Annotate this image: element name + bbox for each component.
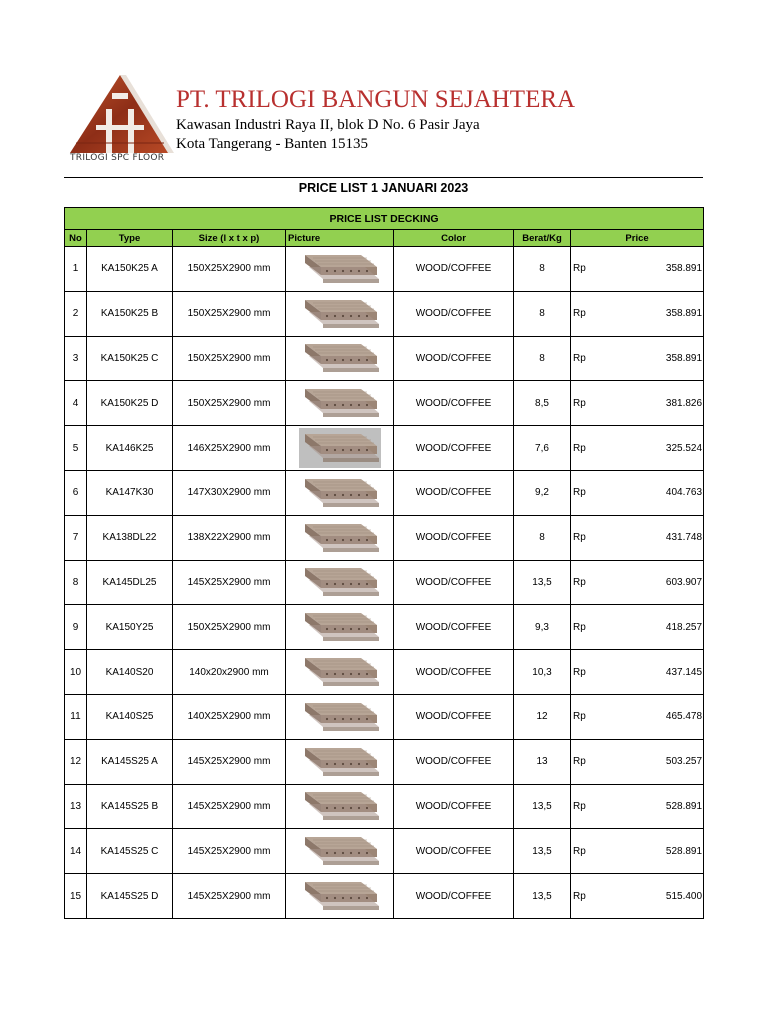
row-picture — [286, 470, 394, 515]
row-color: WOOD/COFFEE — [394, 470, 514, 515]
row-color: WOOD/COFFEE — [394, 784, 514, 829]
row-berat: 13,5 — [514, 829, 571, 874]
table-row — [65, 829, 704, 874]
row-color: WOOD/COFFEE — [394, 247, 514, 292]
row-type: KA146K25 — [87, 426, 173, 471]
row-berat: 13 — [514, 739, 571, 784]
table-row — [65, 470, 704, 515]
row-price — [571, 247, 704, 292]
currency-label: Rp — [573, 845, 586, 857]
decking-plank-image — [299, 742, 381, 782]
decking-plank-image — [299, 876, 381, 916]
row-berat: 8,5 — [514, 381, 571, 426]
table-row — [65, 694, 704, 739]
decking-plank-image — [299, 473, 381, 513]
table-row — [65, 739, 704, 784]
row-color: WOOD/COFFEE — [394, 560, 514, 605]
table-row — [65, 784, 704, 829]
price-table — [64, 207, 704, 919]
table-row — [65, 605, 704, 650]
row-picture — [286, 739, 394, 784]
row-berat: 13,5 — [514, 784, 571, 829]
address-line-1: Kawasan Industri Raya II, blok D No. 6 Pasir Jaya — [176, 117, 480, 133]
row-picture — [286, 336, 394, 381]
row-picture — [286, 694, 394, 739]
currency-label: Rp — [573, 711, 586, 723]
price-value: 515.400 — [665, 890, 703, 902]
row-type: KA145DL25 — [87, 560, 173, 605]
row-type: KA145S25 C — [87, 829, 173, 874]
row-no: 10 — [65, 650, 87, 695]
row-price — [571, 784, 704, 829]
row-color: WOOD/COFFEE — [394, 381, 514, 426]
row-berat: 8 — [514, 291, 571, 336]
row-type: KA140S25 — [87, 694, 173, 739]
section-title: PRICE LIST DECKING — [65, 208, 704, 230]
row-picture — [286, 605, 394, 650]
trilogi-logo — [66, 73, 174, 165]
table-row — [65, 560, 704, 605]
row-size: 145X25X2900 mm — [173, 739, 286, 784]
currency-label: Rp — [573, 532, 586, 544]
row-type: KA150Y25 — [87, 605, 173, 650]
row-size: 150X25X2900 mm — [173, 605, 286, 650]
table-row — [65, 650, 704, 695]
price-value: 431.748 — [665, 532, 703, 544]
col-header-no: No — [65, 230, 87, 247]
row-size: 145X25X2900 mm — [173, 874, 286, 919]
decking-plank-image — [299, 652, 381, 692]
decking-plank-image — [299, 383, 381, 423]
row-color: WOOD/COFFEE — [394, 426, 514, 471]
row-picture — [286, 381, 394, 426]
row-picture — [286, 515, 394, 560]
row-no: 12 — [65, 739, 87, 784]
row-size: 145X25X2900 mm — [173, 560, 286, 605]
row-price — [571, 381, 704, 426]
row-price — [571, 291, 704, 336]
logo-text: TRILOGI SPC FLOOR — [70, 153, 165, 163]
price-value: 358.891 — [665, 263, 703, 275]
price-value: 503.257 — [665, 756, 703, 768]
row-no: 9 — [65, 605, 87, 650]
row-size: 150X25X2900 mm — [173, 336, 286, 381]
row-picture — [286, 291, 394, 336]
price-value: 325.524 — [665, 442, 703, 454]
row-type: KA150K25 D — [87, 381, 173, 426]
header-divider — [64, 177, 703, 178]
address-line-2: Kota Tangerang - Banten 15135 — [176, 136, 368, 152]
row-picture — [286, 874, 394, 919]
table-row — [65, 515, 704, 560]
currency-label: Rp — [573, 397, 586, 409]
row-no: 11 — [65, 694, 87, 739]
row-price — [571, 515, 704, 560]
decking-plank-image — [299, 249, 381, 289]
row-color: WOOD/COFFEE — [394, 829, 514, 874]
row-color: WOOD/COFFEE — [394, 291, 514, 336]
row-no: 8 — [65, 560, 87, 605]
col-header-price: Price — [571, 230, 704, 247]
row-no: 7 — [65, 515, 87, 560]
currency-label: Rp — [573, 890, 586, 902]
company-name: PT. TRILOGI BANGUN SEJAHTERA — [176, 86, 576, 113]
row-price — [571, 694, 704, 739]
decking-plank-image — [299, 697, 381, 737]
col-header-color: Color — [394, 230, 514, 247]
price-value: 358.891 — [665, 352, 703, 364]
col-header-picture: Picture — [286, 230, 394, 247]
row-no: 5 — [65, 426, 87, 471]
row-price — [571, 470, 704, 515]
row-berat: 7,6 — [514, 426, 571, 471]
decking-plank-image — [299, 607, 381, 647]
table-row — [65, 874, 704, 919]
row-size: 150X25X2900 mm — [173, 381, 286, 426]
row-price — [571, 829, 704, 874]
decking-plank-image — [299, 428, 381, 468]
table-row — [65, 291, 704, 336]
row-type: KA147K30 — [87, 470, 173, 515]
decking-plank-image — [299, 518, 381, 558]
row-picture — [286, 829, 394, 874]
table-row — [65, 426, 704, 471]
table-row — [65, 381, 704, 426]
row-type: KA145S25 B — [87, 784, 173, 829]
price-value: 418.257 — [665, 621, 703, 633]
row-color: WOOD/COFFEE — [394, 336, 514, 381]
row-size: 150X25X2900 mm — [173, 247, 286, 292]
decking-plank-image — [299, 562, 381, 602]
row-type: KA150K25 C — [87, 336, 173, 381]
col-header-berat: Berat/Kg — [514, 230, 571, 247]
row-price — [571, 426, 704, 471]
row-type: KA140S20 — [87, 650, 173, 695]
row-price — [571, 336, 704, 381]
row-berat: 13,5 — [514, 874, 571, 919]
row-berat: 8 — [514, 247, 571, 292]
row-picture — [286, 650, 394, 695]
row-type: KA145S25 A — [87, 739, 173, 784]
row-color: WOOD/COFFEE — [394, 874, 514, 919]
row-no: 13 — [65, 784, 87, 829]
row-berat: 8 — [514, 336, 571, 381]
row-berat: 9,3 — [514, 605, 571, 650]
row-price — [571, 739, 704, 784]
row-berat: 8 — [514, 515, 571, 560]
currency-label: Rp — [573, 666, 586, 678]
price-list-title: PRICE LIST 1 JANUARI 2023 — [298, 181, 469, 195]
row-no: 6 — [65, 470, 87, 515]
currency-label: Rp — [573, 487, 586, 499]
col-header-type: Type — [87, 230, 173, 247]
currency-label: Rp — [573, 442, 586, 454]
price-value: 381.826 — [665, 397, 703, 409]
price-value: 528.891 — [665, 800, 703, 812]
row-berat: 10,3 — [514, 650, 571, 695]
row-type: KA150K25 B — [87, 291, 173, 336]
row-no: 2 — [65, 291, 87, 336]
row-price — [571, 874, 704, 919]
price-value: 465.478 — [665, 711, 703, 723]
row-berat: 9,2 — [514, 470, 571, 515]
price-value: 603.907 — [665, 576, 703, 588]
currency-label: Rp — [573, 621, 586, 633]
row-no: 3 — [65, 336, 87, 381]
table-row — [65, 336, 704, 381]
row-color: WOOD/COFFEE — [394, 739, 514, 784]
row-price — [571, 650, 704, 695]
row-size: 147X30X2900 mm — [173, 470, 286, 515]
currency-label: Rp — [573, 308, 586, 320]
currency-label: Rp — [573, 263, 586, 275]
decking-plank-image — [299, 338, 381, 378]
decking-plank-image — [299, 786, 381, 826]
row-color: WOOD/COFFEE — [394, 515, 514, 560]
currency-label: Rp — [573, 576, 586, 588]
decking-plank-image — [299, 831, 381, 871]
col-header-size: Size (l x t x p) — [173, 230, 286, 247]
row-size: 145X25X2900 mm — [173, 784, 286, 829]
row-picture — [286, 426, 394, 471]
row-color: WOOD/COFFEE — [394, 605, 514, 650]
row-size: 140x20x2900 mm — [173, 650, 286, 695]
decking-plank-image — [299, 294, 381, 334]
currency-label: Rp — [573, 756, 586, 768]
row-size: 146X25X2900 mm — [173, 426, 286, 471]
row-berat: 12 — [514, 694, 571, 739]
row-picture — [286, 560, 394, 605]
currency-label: Rp — [573, 352, 586, 364]
currency-label: Rp — [573, 800, 586, 812]
row-picture — [286, 247, 394, 292]
row-color: WOOD/COFFEE — [394, 694, 514, 739]
row-no: 1 — [65, 247, 87, 292]
row-no: 14 — [65, 829, 87, 874]
price-value: 528.891 — [665, 845, 703, 857]
price-value: 404.763 — [665, 487, 703, 499]
row-type: KA145S25 D — [87, 874, 173, 919]
price-value: 358.891 — [665, 308, 703, 320]
row-color: WOOD/COFFEE — [394, 650, 514, 695]
row-type: KA150K25 A — [87, 247, 173, 292]
row-no: 15 — [65, 874, 87, 919]
row-type: KA138DL22 — [87, 515, 173, 560]
row-size: 145X25X2900 mm — [173, 829, 286, 874]
row-picture — [286, 784, 394, 829]
row-berat: 13,5 — [514, 560, 571, 605]
row-size: 138X22X2900 mm — [173, 515, 286, 560]
row-no: 4 — [65, 381, 87, 426]
row-price — [571, 605, 704, 650]
row-price — [571, 560, 704, 605]
table-row — [65, 247, 704, 292]
price-value: 437.145 — [665, 666, 703, 678]
row-size: 140X25X2900 mm — [173, 694, 286, 739]
row-size: 150X25X2900 mm — [173, 291, 286, 336]
